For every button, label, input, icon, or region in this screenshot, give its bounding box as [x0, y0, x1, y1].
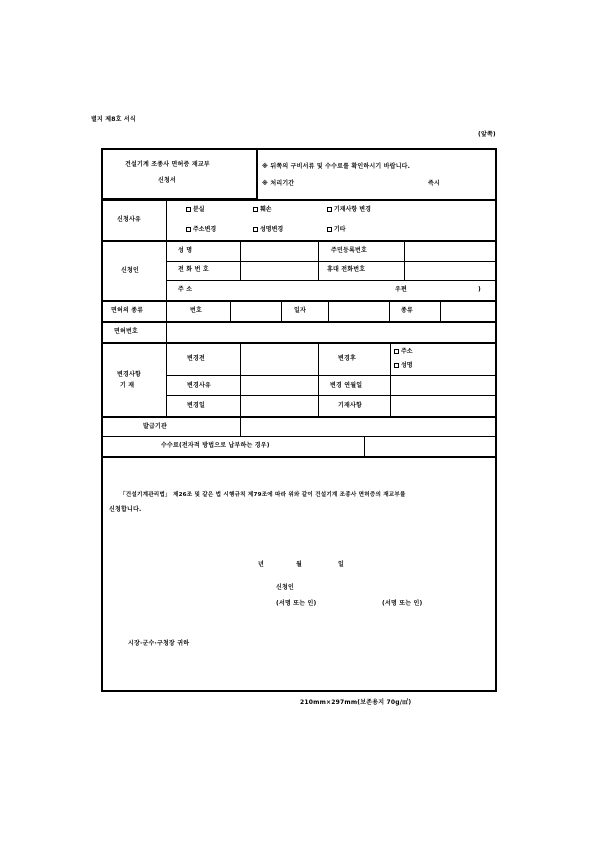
rule — [101, 456, 497, 458]
license-date-col-label: 일자 — [294, 307, 306, 314]
rule — [101, 416, 497, 418]
rule — [328, 301, 329, 322]
fee-field[interactable] — [370, 442, 490, 452]
checkbox[interactable] — [253, 227, 258, 232]
applicant-label: 신청인 — [121, 267, 139, 274]
form-title-line2: 신청서 — [158, 177, 176, 184]
reason-option-lost[interactable]: 분실 — [186, 206, 205, 214]
reason-option-name[interactable]: 성명변경 — [253, 226, 283, 234]
statement-line1: 「건설기계관리법」 제26조 및 같은 법 시행규칙 제79조에 따라 위와 같이 건설기계 조종사 면허증의 재교부를 — [120, 492, 406, 498]
rule — [230, 301, 231, 322]
rule — [101, 342, 497, 344]
rule — [318, 241, 319, 281]
rule — [364, 436, 365, 457]
date-year: 년 — [258, 561, 264, 568]
reason-option-damaged[interactable]: 훼손 — [253, 206, 272, 214]
processing-period-label: ※ 처리기간 — [262, 180, 295, 187]
address-field[interactable] — [246, 286, 386, 296]
rule — [281, 301, 282, 322]
change-day-label: 변경일 — [187, 402, 205, 409]
paper-spec: 210mm×297mm(보존용지 70g/㎡) — [300, 699, 412, 706]
checkbox[interactable] — [327, 227, 332, 232]
change-reason-label: 변경사유 — [187, 382, 211, 389]
rule — [389, 301, 390, 322]
rule — [240, 343, 241, 417]
form-number: 별지 제8호 서식 — [91, 116, 136, 123]
page-side-label: (앞쪽) — [478, 131, 496, 138]
license-kind-col-label: 종류 — [401, 307, 413, 314]
processing-period-value: 즉시 — [428, 180, 440, 187]
rrn-field[interactable] — [410, 247, 490, 257]
reason-label: 신청사유 — [117, 216, 141, 223]
checkbox[interactable] — [327, 207, 332, 212]
license-number-label: 면허번호 — [114, 328, 138, 335]
rule — [101, 321, 497, 323]
change-option-name[interactable]: 성명 — [394, 362, 413, 370]
addressee: 시장·군수·구청장 귀하 — [128, 640, 190, 647]
date-day: 일 — [338, 561, 344, 568]
change-date-label: 변경 연월일 — [330, 382, 363, 389]
rule — [166, 322, 167, 343]
checkbox[interactable] — [186, 227, 191, 232]
rule — [404, 241, 405, 281]
rule — [101, 199, 497, 201]
mobile-field[interactable] — [410, 266, 490, 276]
header-note: ※ 뒤쪽의 구비서류 및 수수료를 확인하시기 바랍니다. — [262, 163, 411, 170]
phone-label: 전 화 번 호 — [178, 266, 209, 273]
rule — [318, 343, 319, 417]
entry-item-label: 기재사항 — [338, 402, 362, 409]
checkbox[interactable] — [186, 207, 191, 212]
name-field[interactable] — [246, 247, 314, 257]
rule — [440, 301, 441, 322]
rule — [167, 395, 497, 396]
rule — [240, 416, 241, 437]
reason-option-change[interactable]: 기재사항 변경 — [327, 206, 371, 214]
issuing-office-field[interactable] — [246, 423, 486, 433]
statement-line2: 신청합니다. — [109, 506, 142, 513]
rule — [390, 343, 391, 417]
change-label-line1: 변경사항 — [117, 371, 141, 378]
rrn-label: 주민등록번호 — [331, 247, 367, 254]
rule — [167, 280, 497, 281]
license-number-col-label: 번호 — [190, 307, 202, 314]
rule — [166, 301, 167, 322]
rule — [101, 436, 497, 437]
reason-option-address[interactable]: 주소변경 — [186, 226, 216, 234]
zip-label: 우편 — [395, 286, 407, 293]
checkbox[interactable] — [394, 363, 399, 368]
license-type-label: 면허의 종류 — [111, 307, 144, 314]
rule — [166, 343, 167, 417]
change-after-label: 변경후 — [338, 355, 356, 362]
signer-label: 신청인 — [276, 584, 294, 591]
rule — [166, 200, 167, 301]
reason-option-other[interactable]: 기타 — [327, 226, 346, 234]
fee-label: 수수료(전자적 방법으로 납부하는 경우) — [161, 442, 270, 449]
zip-suffix: ) — [478, 286, 481, 293]
rule — [101, 240, 497, 242]
signer-seal: (서명 또는 인) — [382, 600, 423, 607]
date-month: 월 — [296, 561, 302, 568]
rule — [167, 375, 497, 376]
form-frame — [101, 148, 497, 692]
change-option-address[interactable]: 주소 — [394, 348, 413, 356]
change-label-line2: 기 재 — [120, 382, 135, 389]
mobile-label: 휴대 전화번호 — [327, 266, 366, 273]
address-label: 주 소 — [178, 286, 193, 293]
rule — [101, 300, 497, 302]
checkbox[interactable] — [253, 207, 258, 212]
form-title-line1: 건설기계 조종사 면허증 재교부 — [125, 161, 210, 168]
phone-field[interactable] — [246, 266, 314, 276]
title-box — [101, 148, 258, 200]
change-before-label: 변경전 — [187, 355, 205, 362]
checkbox[interactable] — [394, 349, 399, 354]
issuing-office-label: 발급기관 — [143, 423, 167, 430]
rule — [240, 241, 241, 281]
rule — [167, 261, 497, 262]
signer-name-line: (서명 또는 인) — [276, 600, 317, 607]
name-label: 성 명 — [178, 247, 193, 254]
